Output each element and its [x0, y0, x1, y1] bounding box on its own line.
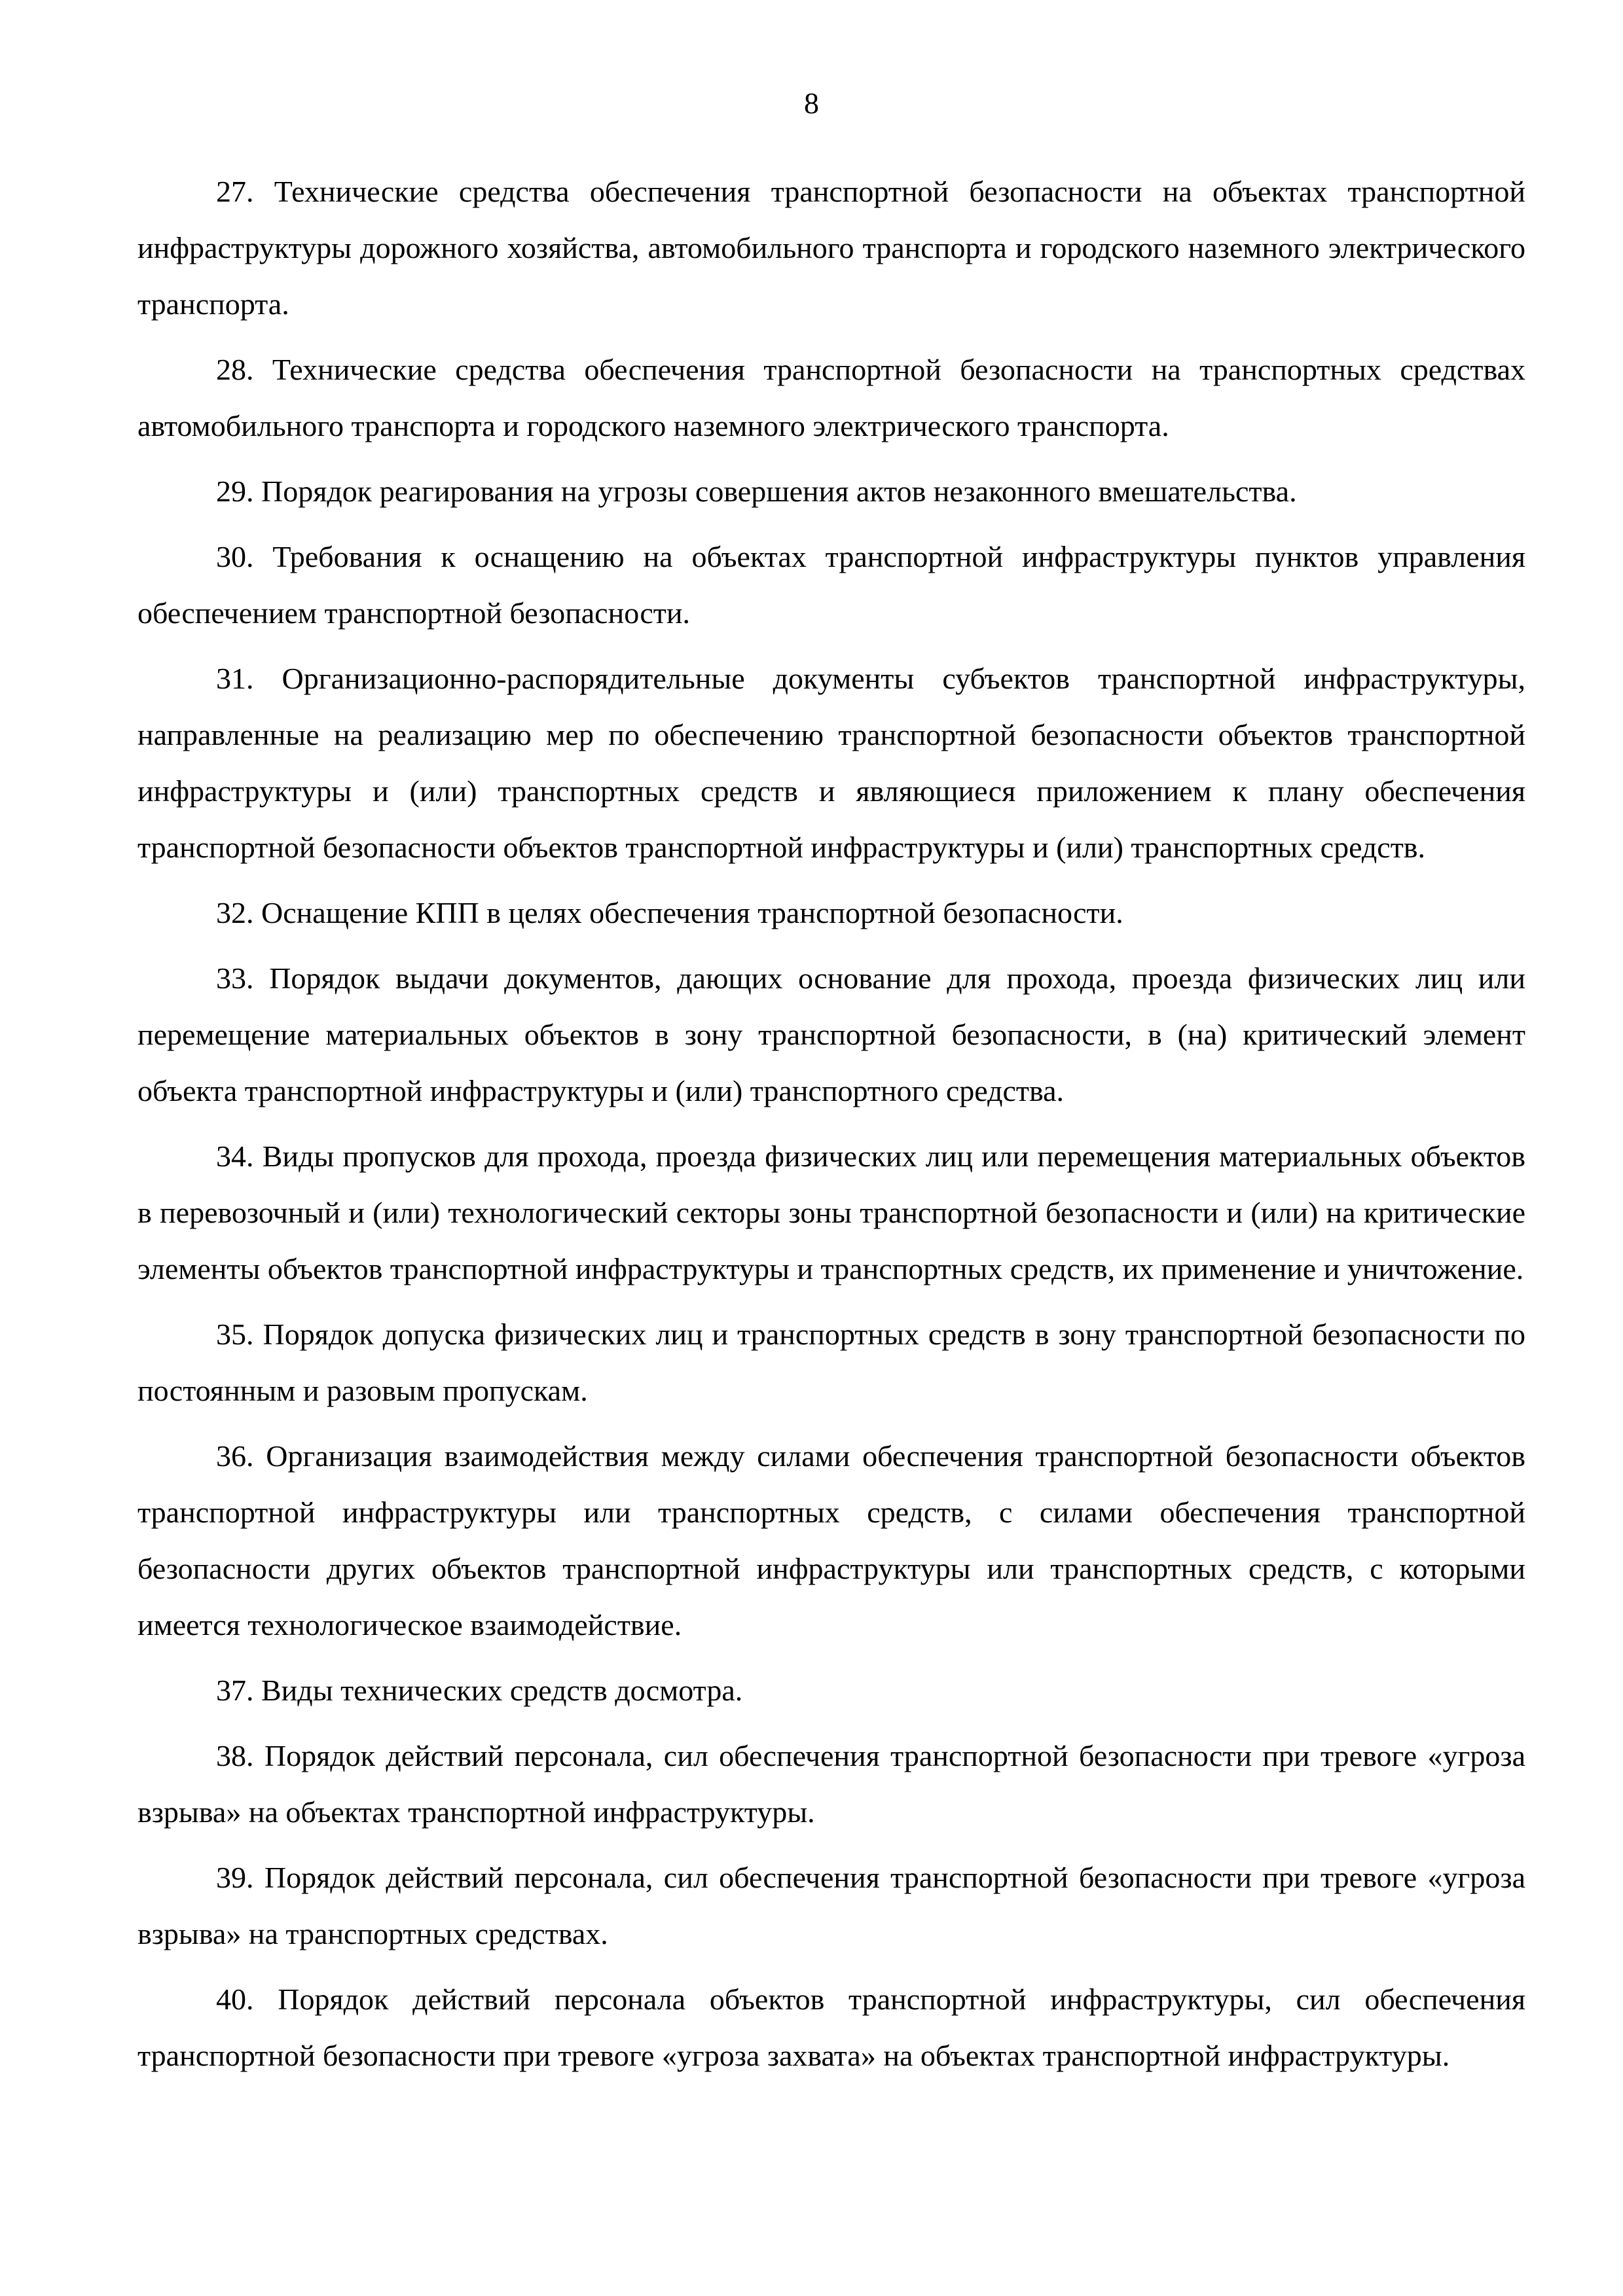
list-item-29: 29. Порядок реагирования на угрозы совершения актов незаконного вмешательства. — [216, 475, 1297, 508]
list-item-40: 40. Порядок действий персонала объектов транспортной инфраструктуры, сил обеспечения транспортной безопасности при тревоге «угроза захвата» на объектах транспортной инфраструктуры. — [137, 1982, 1525, 2072]
list-item-36: 36. Организация взаимодействия между силами обеспечения транспортной безопасности объектов транспортной инфраструктуры или транспортных средств, с силами обеспечения транспортной безопасности других объектов транспортной инфраструктуры или транспортных средств, с которыми имеется технологическое взаимодействие. — [137, 1439, 1525, 1641]
list-item-37: 37. Виды технических средств досмотра. — [216, 1674, 743, 1707]
list-item-35: 35. Порядок допуска физических лиц и транспортных средств в зону транспортной безопасности по постоянным и разовым пропускам. — [137, 1318, 1525, 1407]
list-item-28: 28. Технические средства обеспечения транспортной безопасности на транспортных средствах автомобильного транспорта и городского наземного электрического транспорта. — [137, 353, 1525, 442]
list-item-34: 34. Виды пропусков для прохода, проезда физических лиц или перемещения материальных объектов в перевозочный и (или) технологический секторы зоны транспортной безопасности и (или) на критические элементы объектов транспортной инфраструктуры и транспортных средств, их применение и уничтожение. — [137, 1139, 1525, 1285]
list-item-39: 39. Порядок действий персонала, сил обеспечения транспортной безопасности при тревоге «угроза взрыва» на транспортных средствах. — [137, 1861, 1525, 1950]
list-item-31: 31. Организационно-распорядительные документы субъектов транспортной инфраструктуры, направленные на реализацию мер по обеспечению транспортной безопасности объектов транспортной инфраструктуры и (или) транспортных средств и являющиеся приложением к плану обеспечения транспортной безопасности объектов транспортной инфраструктуры и (или) транспортных средств. — [137, 662, 1525, 864]
list-item-33: 33. Порядок выдачи документов, дающих основание для прохода, проезда физических лиц или перемещение материальных объектов в зону транспортной безопасности, в (на) критический элемент объекта транспортной инфраструктуры и (или) транспортного средства. — [137, 961, 1525, 1107]
list-item-30: 30. Требования к оснащению на объектах транспортной инфраструктуры пунктов управления обеспечением транспортной безопасности. — [137, 540, 1525, 630]
list-item-38: 38. Порядок действий персонала, сил обеспечения транспортной безопасности при тревоге «угроза взрыва» на объектах транспортной инфраструктуры. — [137, 1739, 1525, 1829]
list-body — [137, 164, 1525, 2093]
page-number: 8 — [804, 86, 819, 120]
list-item-27: 27. Технические средства обеспечения транспортной безопасности на объектах транспортной инфраструктуры дорожного хозяйства, автомобильного транспорта и городского наземного электрического транспорта. — [137, 175, 1525, 321]
list-item-32: 32. Оснащение КПП в целях обеспечения транспортной безопасности. — [216, 896, 1123, 929]
